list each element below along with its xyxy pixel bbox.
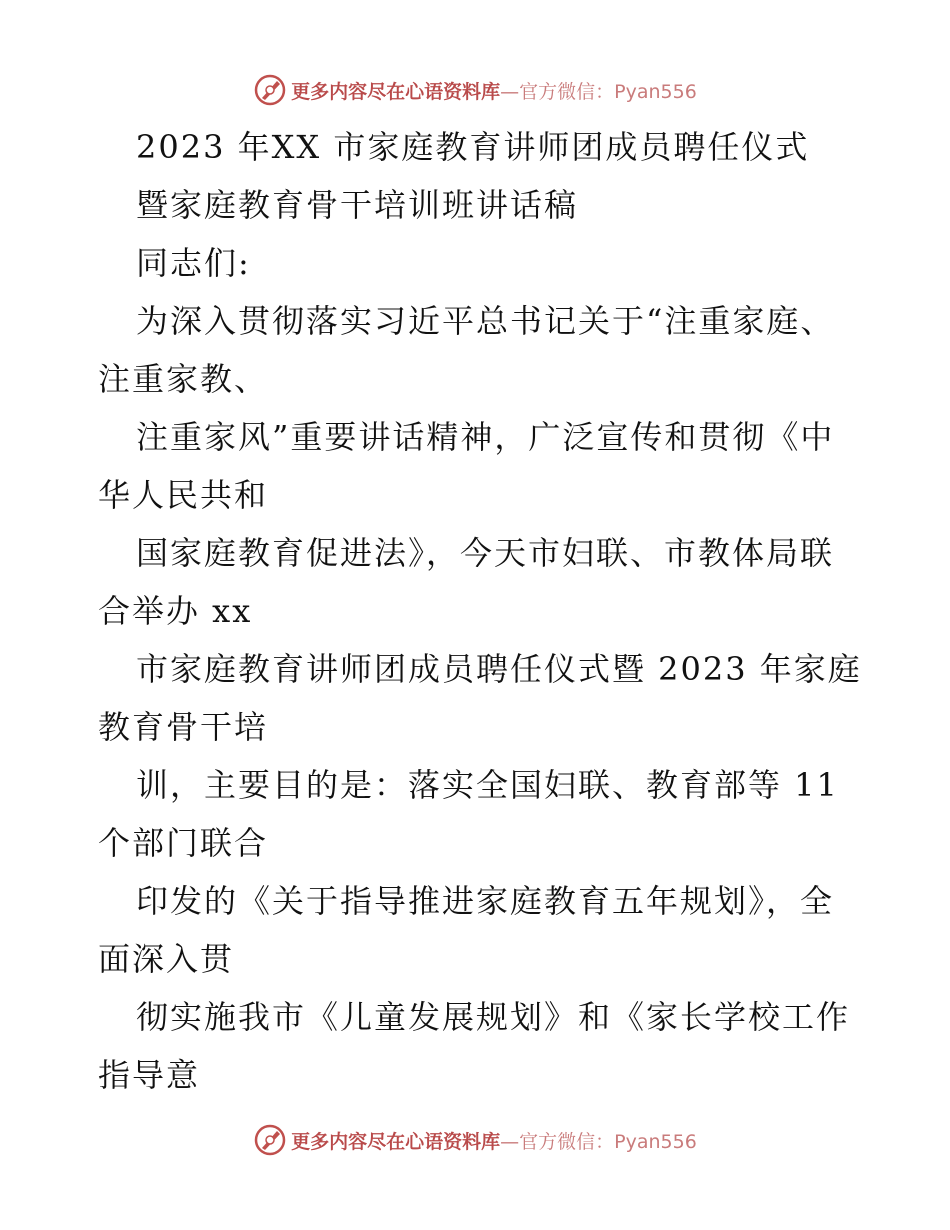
document-title-line-2: 暨家庭教育骨干培训班讲话稿: [136, 186, 579, 224]
red-pen-seal-icon: [253, 1123, 287, 1157]
body-text-line: 华人民共和: [98, 476, 269, 514]
body-text-line: 面深入贯: [98, 940, 235, 978]
document-title-line-1: 2023 年XX 市家庭教育讲师团成员聘任仪式: [136, 128, 810, 166]
body-text-line: 注重家风”重要讲话精神，广泛宣传和贯彻《中: [136, 418, 835, 456]
watermark-text: 更多内容尽在心语资料库—官方微信：Pyan556: [291, 80, 697, 103]
body-text-line: 教育骨干培: [98, 708, 269, 746]
body-text-line: 彻实施我市《儿童发展规划》和《家长学校工作: [136, 998, 851, 1036]
body-text-line: 注重家教、: [98, 360, 269, 398]
watermark-text: 更多内容尽在心语资料库—官方微信：Pyan556: [291, 1130, 697, 1153]
body-text-line: 个部门联合: [98, 824, 269, 862]
salutation: 同志们:: [136, 244, 251, 282]
header-watermark: [0, 72, 950, 108]
body-text-line: 合举办 xx: [98, 592, 253, 630]
body-text-line: 市家庭教育讲师团成员聘任仪式暨 2023 年家庭: [136, 650, 862, 688]
body-text-line: 为深入贯彻落实习近平总书记关于“注重家庭、: [136, 302, 835, 340]
body-text-line: 指导意: [98, 1056, 201, 1094]
body-text-line: 训，主要目的是：落实全国妇联、教育部等 11: [136, 766, 839, 804]
body-text-line: 印发的《关于指导推进家庭教育五年规划》，全: [136, 882, 835, 920]
body-text-line: 国家庭教育促进法》，今天市妇联、市教体局联: [136, 534, 835, 572]
document-body: [98, 118, 862, 1104]
footer-watermark: [0, 1122, 950, 1158]
red-pen-seal-icon: [253, 73, 287, 107]
paragraph-lines: [98, 292, 862, 1104]
